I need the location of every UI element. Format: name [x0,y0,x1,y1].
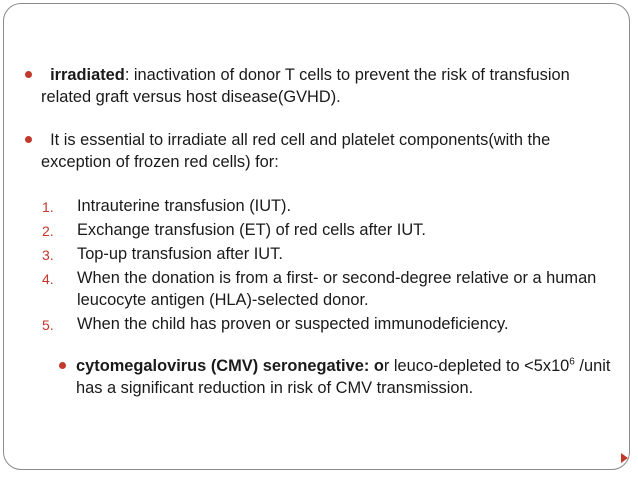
cmv-text-a: r leuco-depleted to <5x10 [383,357,570,375]
cmv-term: cytomegalovirus (CMV) seronegative: o [76,357,384,375]
list-item-text: Intrauterine transfusion (IUT). [77,197,292,215]
slide-content [22,64,612,399]
list-number: 1. [42,199,54,215]
numbered-list [22,195,612,335]
list-item [42,267,612,311]
list-item-text: Exchange transfusion (ET) of red cells after IUT. [77,221,426,239]
list-item [42,195,612,217]
bullet-cmv [22,355,612,399]
next-arrow-icon [621,453,628,463]
list-item-text: When the donation is from a first- or second-degree relative or a human leucocyte antigen (HLA)-selected donor. [77,269,597,309]
list-number: 4. [42,271,54,287]
list-item [42,313,612,335]
term-irradiated: irradiated [50,66,125,84]
list-item-text: Top-up transfusion after IUT. [77,245,283,263]
list-number: 3. [42,247,54,263]
list-number: 2. [42,223,54,239]
list-item-text: When the child has proven or suspected immunodeficiency. [77,315,509,333]
list-item [42,243,612,265]
cmv-text-b: /unit has a significant reduction in risk of CMV transmission. [76,357,611,397]
irradiated-definition: : inactivation of donor T cells to prevent the risk of transfusion related graft versus host disease(GVHD). [41,66,570,106]
bullet-dot-icon [25,71,32,78]
essential-text: It is essential to irradiate all red cell and platelet components(with the exception of frozen red cells) for: [41,131,551,171]
cmv-superscript: 6 [569,356,575,368]
list-item [42,219,612,241]
bullet-essential [22,129,612,173]
bullet-irradiated [22,64,612,108]
bullet-dot-icon [25,136,32,143]
list-number: 5. [42,317,54,333]
bullet-dot-icon [59,362,66,369]
